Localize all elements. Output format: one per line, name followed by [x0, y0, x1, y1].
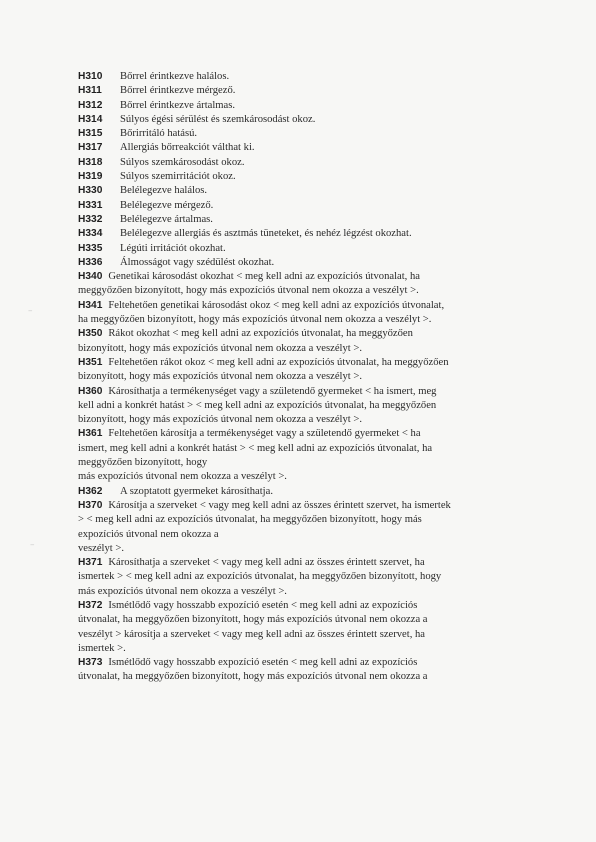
hazard-text-line: Ismétlődő vagy hosszabb expozíció esetén < meg kell adni az expozíciós: [108, 599, 418, 611]
hazard-statement: [78, 170, 566, 184]
hazard-statement: [78, 127, 566, 141]
hazard-text-line: Károsíthatja a szerveket < vagy meg kell adni az összes érintett szervet, ha: [108, 557, 425, 569]
hazard-code: H360: [78, 385, 103, 397]
hazard-text-line: Bőrrel érintkezve mérgező.: [120, 85, 236, 97]
hazard-text-line: útvonalat, ha meggyőzően bizonyított, hogy más expozíciós útvonal nem okozza a: [78, 671, 428, 683]
hazard-text-line: Bőrrel érintkezve halálos.: [120, 71, 230, 82]
hazard-text-line: más expozíciós útvonal nem okozza a veszélyt >.: [78, 585, 287, 597]
hazard-statement: [78, 99, 566, 113]
hazard-code: H361: [78, 428, 103, 440]
hazard-text-line: meggyőzően bizonyított, hogy: [78, 457, 208, 469]
hazard-statement: [78, 256, 566, 270]
hazard-text-line: Bőrirritáló hatású.: [120, 128, 198, 140]
hazard-text-line: veszélyt > károsítja a szerveket < vagy meg kell adni az összes érintett szervet, ha: [78, 628, 425, 640]
hazard-code: H362: [78, 485, 103, 497]
hazard-text-line: ha meggyőzően bizonyított, hogy más expozíciós útvonal nem okozza a veszélyt >.: [78, 314, 432, 326]
hazard-code: H331: [78, 199, 103, 211]
hazard-text-line: Belélegezve mérgező.: [120, 199, 214, 211]
hazard-statement: [78, 184, 566, 198]
hazard-statement: [78, 356, 566, 385]
hazard-statement: [78, 141, 566, 155]
hazard-code: H340: [78, 271, 103, 283]
hazard-text-line: Belélegezve ártalmas.: [120, 213, 213, 225]
scan-mark: –: [28, 306, 33, 316]
hazard-statement: [78, 499, 566, 556]
hazard-statement: [78, 242, 566, 256]
hazard-code: H351: [78, 356, 103, 368]
hazard-text-line: Légúti irritációt okozhat.: [120, 242, 226, 254]
hazard-code: H319: [78, 171, 103, 183]
hazard-text-line: ismertek >.: [78, 642, 126, 654]
hazard-text-line: Genetikai károsodást okozhat < meg kell adni az expozíciós útvonalat, ha: [108, 271, 420, 283]
hazard-code: H310: [78, 71, 103, 82]
hazard-text-line: A szoptatott gyermeket károsíthatja.: [120, 485, 273, 497]
hazard-statement: [78, 385, 566, 428]
hazard-code: H315: [78, 128, 103, 140]
hazard-text-line: > < meg kell adni az expozíciós útvonalat, ha meggyőzően bizonyított, hogy más: [78, 514, 422, 526]
hazard-code: H334: [78, 228, 103, 240]
hazard-statement: [78, 113, 566, 127]
hazard-code: H314: [78, 113, 103, 125]
hazard-statement: [78, 84, 566, 98]
hazard-statement: [78, 227, 566, 241]
hazard-statement: [78, 213, 566, 227]
hazard-text-line: Feltehetően rákot okoz < meg kell adni az expozíciós útvonalat, ha meggyőzően: [108, 356, 449, 368]
hazard-text-line: Allergiás bőrreakciót válthat ki.: [120, 142, 255, 154]
hazard-statement: [78, 199, 566, 213]
hazard-text-line: Belélegezve allergiás és asztmás tüneteket, és nehéz légzést okozhat.: [120, 228, 412, 240]
hazard-statement: [78, 656, 566, 685]
hazard-code: H330: [78, 185, 103, 197]
hazard-text-line: Súlyos szemkárosodást okoz.: [120, 156, 245, 168]
hazard-code: H350: [78, 328, 103, 340]
hazard-code: H317: [78, 142, 103, 154]
hazard-code: H341: [78, 299, 103, 311]
hazard-statement: [78, 156, 566, 170]
hazard-text-line: bizonyított, hogy más expozíciós útvonal nem okozza a veszélyt >.: [78, 342, 362, 354]
hazard-statement: [78, 270, 566, 299]
hazard-text-line: Súlyos szemirritációt okoz.: [120, 171, 236, 183]
hazard-text-line: Károsítja a szerveket < vagy meg kell adni az összes érintett szervet, ha ismertek: [108, 499, 451, 511]
hazard-text-line: bizonyított, hogy más expozíciós útvonal nem okozza a veszélyt >.: [78, 414, 362, 426]
hazard-text-line: Súlyos égési sérülést és szemkárosodást okoz.: [120, 113, 316, 125]
hazard-code: H311: [78, 85, 102, 97]
hazard-code: H373: [78, 657, 103, 669]
hazard-text-line: ismert, meg kell adni a konkrét hatást > < meg kell adni az expozíciós útvonalat, ha: [78, 442, 433, 454]
hazard-text-line: meggyőzően bizonyított, hogy más expozíciós útvonal nem okozza a veszélyt >.: [78, 285, 419, 297]
hazard-code: H332: [78, 213, 103, 225]
hazard-code: H372: [78, 599, 103, 611]
hazard-text-line: Rákot okozhat < meg kell adni az expozíciós útvonalat, ha meggyőzően: [108, 328, 413, 340]
hazard-statement: [78, 327, 566, 356]
hazard-text-line: Álmosságot vagy szédülést okozhat.: [120, 256, 275, 268]
hazard-text-line: Feltehetően károsítja a termékenységet vagy a születendő gyermeket < ha: [108, 428, 421, 440]
hazard-statement: [78, 485, 566, 499]
hazard-code: H336: [78, 256, 103, 268]
hazard-text-line: Károsíthatja a termékenységet vagy a születendő gyermeket < ha ismert, meg: [108, 385, 437, 397]
hazard-text-line: bizonyított, hogy más expozíciós útvonal nem okozza a veszélyt >.: [78, 371, 362, 383]
hazard-text-line: expozíciós útvonal nem okozza a: [78, 528, 219, 540]
hazard-text-line: ismertek > < meg kell adni az expozíciós útvonalat, ha meggyőzően bizonyított, hogy: [78, 571, 442, 583]
hazard-text-line: útvonalat, ha meggyőzően bizonyított, hogy más expozíciós útvonal nem okozza a: [78, 614, 428, 626]
hazard-statement: [78, 299, 566, 328]
hazard-code: H370: [78, 499, 103, 511]
scan-mark: –: [30, 540, 35, 550]
hazard-statement-list: [78, 70, 566, 685]
hazard-text-line: kell adni a konkrét hatást > < meg kell adni az expozíciós útvonalat, ha meggyőzően: [78, 399, 437, 411]
hazard-code: H312: [78, 99, 103, 111]
hazard-text-line: más expozíciós útvonal nem okozza a veszélyt >.: [78, 471, 287, 483]
hazard-statement: [78, 599, 566, 656]
hazard-code: H335: [78, 242, 103, 254]
hazard-text-line: Bőrrel érintkezve ártalmas.: [120, 99, 236, 111]
hazard-text-line: Belélegezve halálos.: [120, 185, 208, 197]
hazard-code: H371: [78, 557, 103, 569]
hazard-statement: [78, 70, 566, 84]
hazard-statement: [78, 556, 566, 599]
hazard-text-line: Ismétlődő vagy hosszabb expozíció esetén < meg kell adni az expozíciós: [108, 657, 418, 669]
hazard-code: H318: [78, 156, 103, 168]
hazard-text-line: veszélyt >.: [78, 542, 124, 554]
hazard-statement: [78, 427, 566, 484]
hazard-text-line: Feltehetően genetikai károsodást okoz < meg kell adni az expozíciós útvonalat,: [108, 299, 445, 311]
